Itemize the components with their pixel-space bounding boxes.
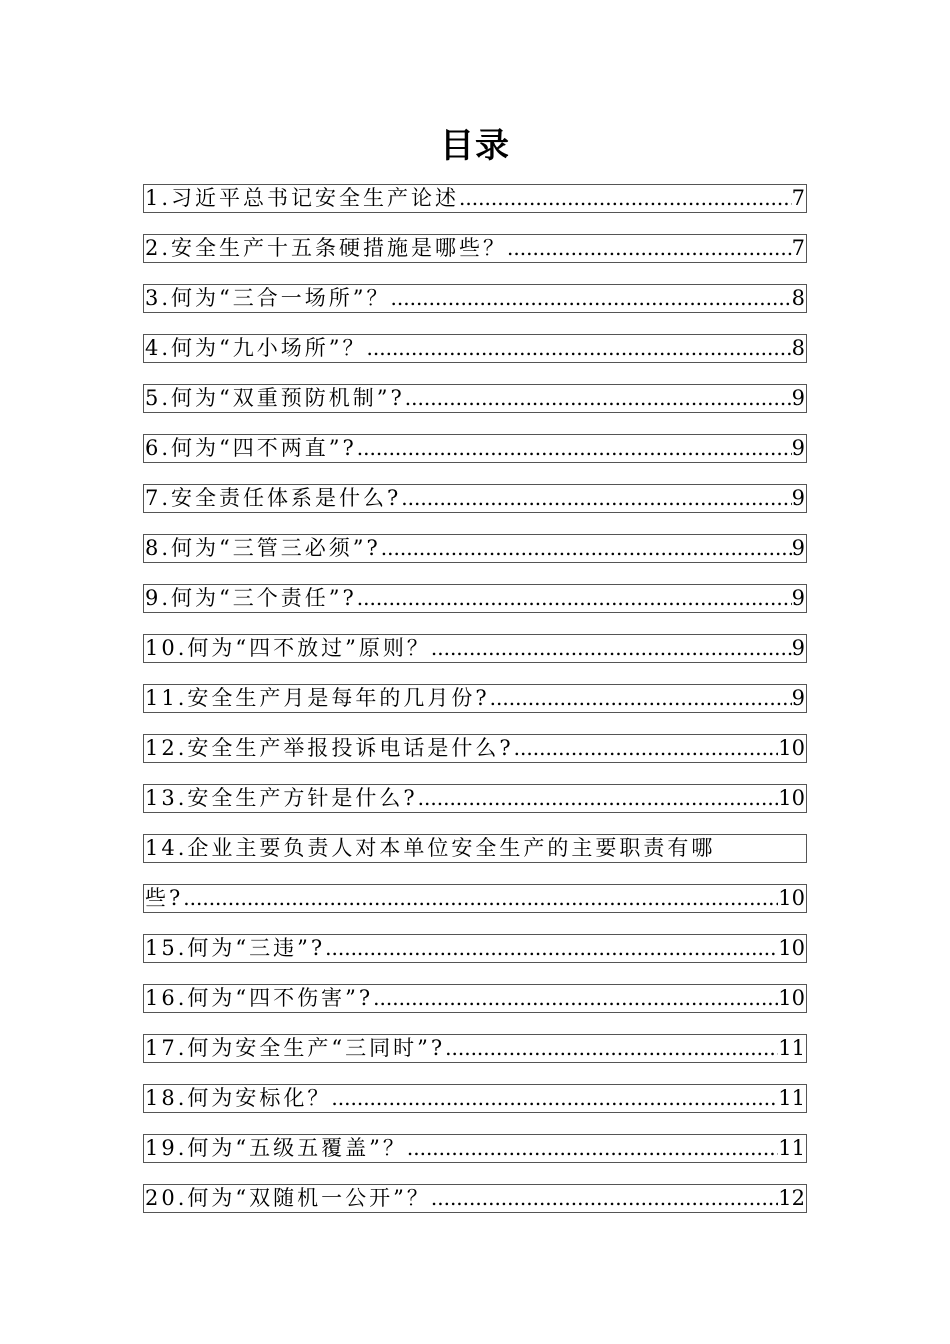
toc-page-number: 9 [791,436,805,460]
toc-page-number: 11 [778,1086,805,1110]
toc-entry-text: 6.何为“四不两直”? [145,436,357,460]
toc-page-number: 9 [791,636,805,660]
page-title: 目录 [440,126,510,166]
toc-leader-dots [183,885,778,912]
toc-entry-text: 18.何为安标化？ [145,1086,332,1110]
toc-entry-12[interactable] [143,734,807,763]
toc-leader-dots [490,685,792,712]
toc-entry-text: 5.何为“双重预防机制”? [145,386,405,410]
toc-page-number: 7 [791,236,805,260]
toc-entry-text: 些? [145,886,184,910]
toc-leader-dots [459,185,792,212]
toc-leader-dots [357,585,792,612]
toc-page-number: 10 [778,986,805,1010]
toc-page-number: 9 [791,686,805,710]
toc-entry-5[interactable] [143,384,807,413]
toc-leader-dots [401,485,791,512]
toc-leader-dots [367,335,792,362]
toc-page-number: 10 [778,936,805,960]
toc-leader-dots [325,935,778,962]
toc-entry-text: 3.何为“三合一场所”？ [145,286,391,310]
toc-page-number: 10 [778,886,805,910]
toc-entry-text: 11.安全生产月是每年的几月份? [145,686,490,710]
toc-page-number: 7 [791,186,805,210]
toc-entry-1[interactable] [143,184,807,213]
toc-leader-dots [407,1135,778,1162]
toc-entry-text: 14.企业主要负责人对本单位安全生产的主要职责有哪 [145,836,716,860]
toc-leader-dots [431,635,792,662]
toc-leader-dots [357,435,792,462]
toc-leader-dots [507,235,792,262]
toc-page-number: 8 [791,286,805,310]
toc-page-number: 8 [791,336,805,360]
toc-entry-text: 4.何为“九小场所”？ [145,336,367,360]
toc-entry-15[interactable] [143,934,807,963]
toc-leader-dots [431,1185,778,1212]
toc-leader-dots [373,985,778,1012]
toc-entry-14-line-1[interactable] [143,834,807,863]
toc-entry-text: 9.何为“三个责任”? [145,586,357,610]
toc-leader-dots [331,1085,778,1112]
toc-entry-text: 8.何为“三管三必须”? [145,536,381,560]
toc-page-number: 10 [778,786,805,810]
toc-entry-3[interactable] [143,284,807,313]
toc-entry-8[interactable] [143,534,807,563]
toc-leader-dots [391,285,792,312]
toc-page-number: 9 [791,586,805,610]
toc-entry-4[interactable] [143,334,807,363]
toc-entry-10[interactable] [143,634,807,663]
toc-entry-16[interactable] [143,984,807,1013]
toc-entry-text: 2.安全生产十五条硬措施是哪些？ [145,236,508,260]
toc-entry-text: 15.何为“三违”? [145,936,326,960]
toc-entry-20[interactable] [143,1184,807,1213]
toc-entry-17[interactable] [143,1034,807,1063]
toc-entry-19[interactable] [143,1134,807,1163]
toc-entry-text: 7.安全责任体系是什么? [145,486,402,510]
toc-entry-9[interactable] [143,584,807,613]
toc-page-number: 11 [778,1036,805,1060]
toc-leader-dots [514,735,779,762]
toc-entry-text: 13.安全生产方针是什么? [145,786,418,810]
toc-page-number: 10 [778,736,805,760]
toc-entry-6[interactable] [143,434,807,463]
toc-page-number: 9 [791,386,805,410]
toc-entry-text: 20.何为“双随机一公开”？ [145,1186,431,1210]
toc-page-number: 9 [791,536,805,560]
toc-entry-14-line-2[interactable] [143,884,807,913]
toc-entry-text: 1.习近平总书记安全生产论述 [145,186,460,210]
toc-leader-dots [445,1035,778,1062]
toc-entry-13[interactable] [143,784,807,813]
toc-entry-text: 19.何为“五级五覆盖”？ [145,1136,407,1160]
toc-page-number: 11 [778,1136,805,1160]
toc-entry-18[interactable] [143,1084,807,1113]
toc-entry-text: 10.何为“四不放过”原则？ [145,636,431,660]
toc-page-number: 12 [778,1186,805,1210]
toc-leader-dots [405,385,792,412]
table-of-contents [143,184,807,1234]
toc-entry-text: 12.安全生产举报投诉电话是什么? [145,736,514,760]
toc-entry-2[interactable] [143,234,807,263]
toc-entry-7[interactable] [143,484,807,513]
toc-leader-dots [418,785,779,812]
toc-entry-text: 17.何为安全生产“三同时”? [145,1036,446,1060]
toc-entry-text: 16.何为“四不伤害”? [145,986,374,1010]
toc-page-number: 9 [791,486,805,510]
toc-leader-dots [381,535,792,562]
toc-entry-11[interactable] [143,684,807,713]
